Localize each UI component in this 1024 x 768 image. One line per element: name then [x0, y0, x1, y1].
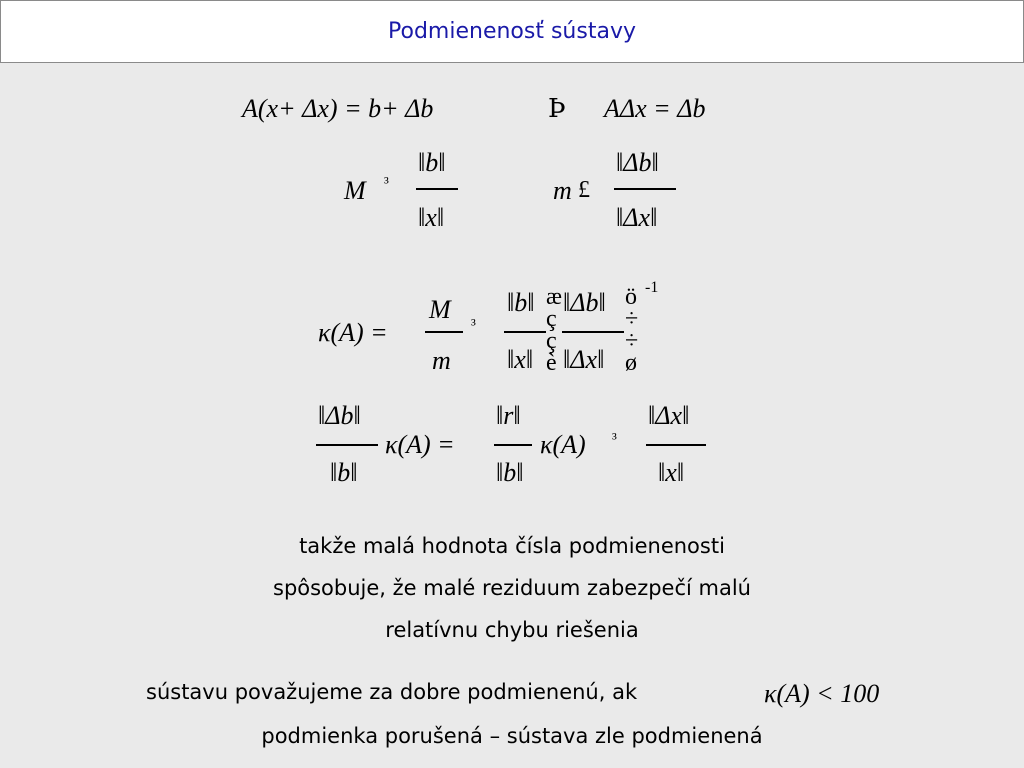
- slide-title: Podmienenosť sústavy: [388, 19, 636, 44]
- kappa-expression: κ(A): [540, 430, 586, 459]
- kappa-definition: κ(A) =: [318, 318, 388, 347]
- right-paren-glyphs: ö ÷ ÷ ø: [625, 284, 639, 376]
- fraction-denominator: ‖x‖: [658, 458, 685, 487]
- fraction-numerator: ‖Δb‖: [318, 401, 361, 430]
- fraction-denominator: ‖x‖: [507, 345, 534, 374]
- fraction-numerator: ‖b‖: [507, 288, 535, 317]
- fraction-bar: [614, 188, 676, 190]
- condition-inequality: κ(A) < 100: [764, 679, 880, 708]
- geq-symbol: ³: [471, 317, 476, 334]
- implies-symbol: Þ: [548, 94, 566, 124]
- fraction-bar: [562, 331, 624, 333]
- fraction-bar: [425, 331, 463, 333]
- fraction-numerator: ‖Δb‖: [616, 148, 659, 177]
- fraction-denominator: m: [432, 346, 451, 375]
- M-symbol: M: [344, 176, 366, 205]
- fraction-bar: [316, 444, 378, 446]
- fraction-denominator: ‖Δx‖: [616, 203, 658, 232]
- geq-symbol: ³: [384, 175, 389, 192]
- explanation-line: relatívnu chybu riešenia: [385, 618, 639, 642]
- fraction-denominator: ‖x‖: [418, 203, 445, 232]
- power-minus-one: -1: [645, 279, 659, 296]
- geq-symbol: ³: [612, 431, 617, 448]
- equation-perturbed-system: A(x+ Δx) = b+ Δb: [242, 94, 434, 123]
- fraction-bar: [646, 444, 706, 446]
- left-paren-glyphs: æ ç ç è: [546, 284, 563, 376]
- fraction-numerator: ‖Δb‖: [563, 288, 606, 317]
- fraction-numerator: ‖b‖: [418, 148, 446, 177]
- fraction-bar: [416, 188, 458, 190]
- title-bar: [0, 0, 1024, 63]
- explanation-line: takže malá hodnota čísla podmienenosti: [299, 534, 725, 558]
- fraction-numerator: ‖r‖: [496, 401, 521, 430]
- conclusion-line: podmienka porušená – sústava zle podmienená: [261, 724, 763, 748]
- m-symbol: m: [553, 176, 572, 205]
- equation-delta-system: AΔx = Δb: [604, 94, 706, 123]
- fraction-denominator: ‖b‖: [330, 458, 358, 487]
- fraction-bar: [494, 444, 532, 446]
- fraction-numerator: M: [429, 295, 451, 324]
- kappa-expression: κ(A) =: [385, 430, 455, 459]
- fraction-denominator: ‖Δx‖: [563, 345, 605, 374]
- fraction-numerator: ‖Δx‖: [648, 401, 690, 430]
- fraction-bar: [504, 331, 546, 333]
- condition-text: sústavu považujeme za dobre podmienenú, ak: [146, 680, 638, 704]
- fraction-denominator: ‖b‖: [496, 458, 524, 487]
- leq-symbol: £: [578, 177, 590, 203]
- explanation-line: spôsobuje, že malé reziduum zabezpečí malú: [273, 576, 751, 600]
